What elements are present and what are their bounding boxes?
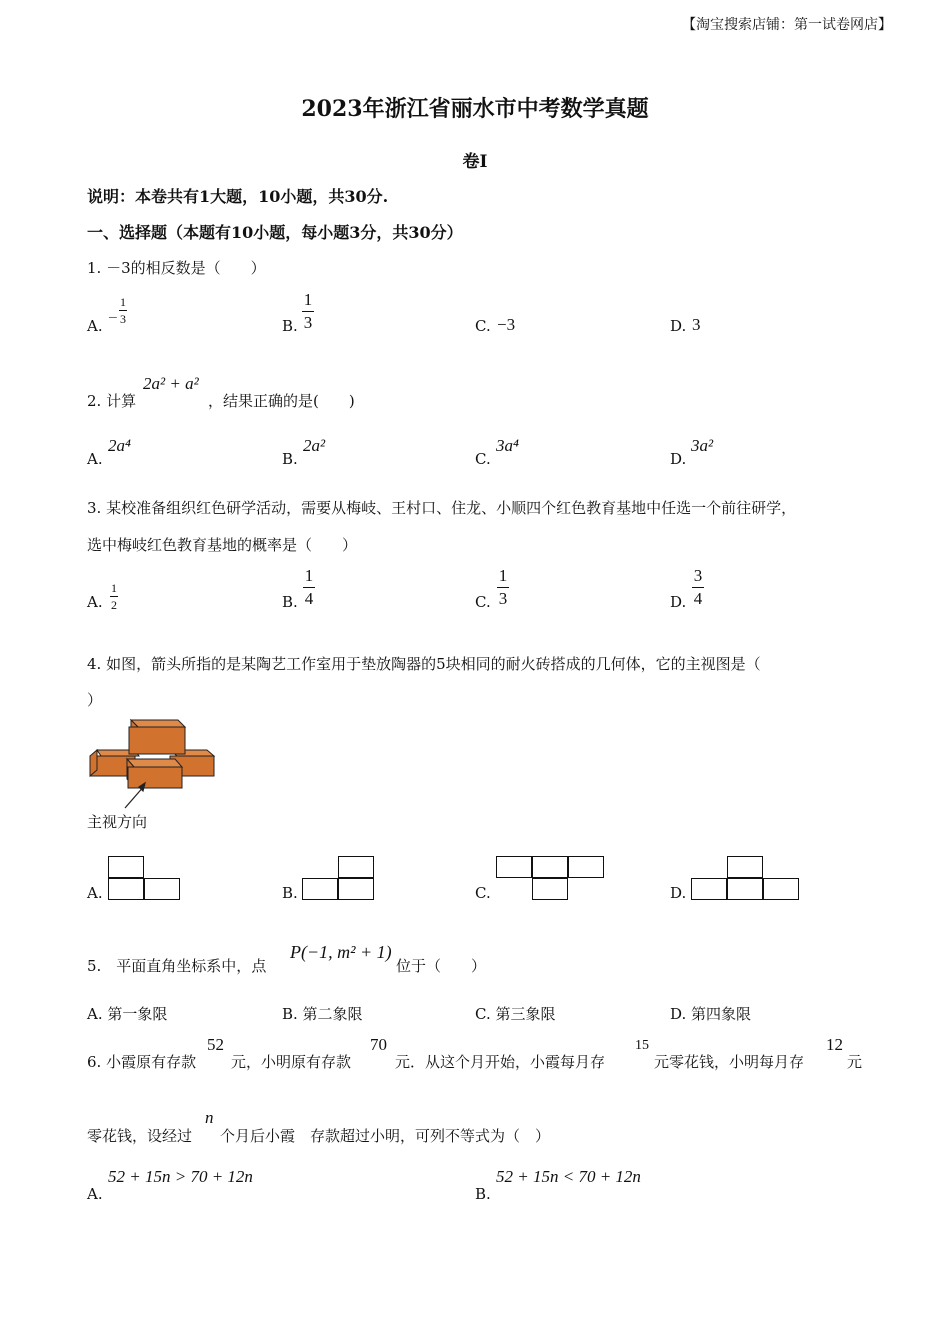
q4-stem-line1: 4. 如图，箭头所指的是某陶艺工作室用于垫放陶器的5块相同的耐火砖搭成的几何体，它的主视图是（ bbox=[87, 655, 761, 673]
q3-b-numerator: 1 bbox=[304, 566, 314, 585]
q3-d-denominator: 4 bbox=[693, 589, 703, 608]
q6-text-1: 6. 小霞原有存款 bbox=[87, 1053, 197, 1071]
q5-option-a: A. 第一象限 bbox=[87, 1005, 168, 1023]
q3-c-numerator: 1 bbox=[498, 566, 508, 585]
q3-option-a-label: A. bbox=[87, 593, 103, 611]
q5-stem-suffix: 位于（ ） bbox=[396, 957, 487, 975]
q3-c-denominator: 3 bbox=[498, 589, 508, 608]
q6-option-b-expression: 52 + 15n < 70 + 12n bbox=[496, 1167, 641, 1186]
q6-text-3: 元．从这个月开始，小霞每月存 bbox=[395, 1053, 606, 1071]
q3-option-a-fraction bbox=[110, 582, 118, 611]
q6-line2-a: 零花钱，设经过 bbox=[87, 1127, 193, 1145]
q1-option-b-label: B. bbox=[282, 317, 298, 335]
q4-caption: 主视方向 bbox=[87, 813, 148, 831]
q2-option-b-label: B. bbox=[282, 450, 298, 468]
instructions: 说明：本卷共有1大题，10小题，共30分. bbox=[87, 187, 389, 206]
brick-front bbox=[127, 759, 182, 788]
q3-d-numerator: 3 bbox=[693, 566, 703, 585]
q3-option-b-fraction bbox=[303, 567, 315, 608]
q4-option-d-label: D. bbox=[670, 884, 687, 902]
q3-option-d-fraction bbox=[692, 567, 704, 608]
q4-option-a-label: A. bbox=[87, 884, 103, 902]
q5-option-c: C. 第三象限 bbox=[475, 1005, 556, 1023]
section-title: 一、选择题（本题有10小题，每小题3分，共30分） bbox=[87, 223, 463, 242]
q5-option-b: B. 第二象限 bbox=[282, 1005, 363, 1023]
q3-option-c-fraction bbox=[497, 567, 509, 608]
q2-option-c-value: 3a⁴ bbox=[496, 436, 519, 455]
q4-stem-line2: ） bbox=[87, 691, 103, 709]
page-title: 2023年浙江省丽水市中考数学真题 bbox=[301, 96, 649, 122]
q1-option-c-value: −3 bbox=[497, 315, 516, 334]
q2-option-b-value: 2a² bbox=[303, 436, 326, 455]
q1-option-d-value: 3 bbox=[692, 315, 701, 334]
q6-number-12: 12 bbox=[826, 1035, 843, 1054]
q4-option-c-label: C. bbox=[475, 884, 491, 902]
q3-option-d-label: D. bbox=[670, 593, 687, 611]
q5-option-d: D. 第四象限 bbox=[670, 1005, 752, 1023]
q3-b-denominator: 4 bbox=[304, 589, 314, 608]
q1-a-denominator: 3 bbox=[120, 312, 126, 326]
q3-a-numerator: 1 bbox=[111, 581, 117, 595]
q6-number-15: 15 bbox=[635, 1038, 649, 1053]
header-note: 【淘宝搜索店铺：第一试卷网店】 bbox=[682, 17, 892, 33]
q1-option-c-label: C. bbox=[475, 317, 491, 335]
q1-b-denominator: 3 bbox=[303, 313, 313, 332]
q3-option-b-label: B. bbox=[282, 593, 298, 611]
q2-expression: 2a² + a² bbox=[143, 374, 199, 393]
q2-option-d-value: 3a² bbox=[691, 436, 714, 455]
q6-option-a-expression: 52 + 15n > 70 + 12n bbox=[108, 1167, 253, 1186]
q3-stem-line2: 选中梅岐红色教育基地的概率是（ ） bbox=[87, 536, 358, 554]
q1-option-a-label: A. bbox=[87, 317, 103, 335]
q2-option-d-label: D. bbox=[670, 450, 687, 468]
q6-text-5: 元 bbox=[847, 1053, 863, 1071]
q2-option-a-label: A. bbox=[87, 450, 103, 468]
q2-stem-suffix: ，结果正确的是( ) bbox=[208, 392, 355, 410]
q1-option-b-fraction bbox=[302, 291, 314, 332]
q2-option-a-value: 2a⁴ bbox=[108, 436, 131, 455]
q6-number-52: 52 bbox=[207, 1035, 224, 1054]
q6-text-2: 元，小明原有存款 bbox=[231, 1053, 352, 1071]
q1-option-a-sign: − bbox=[108, 308, 118, 327]
q6-number-70: 70 bbox=[370, 1035, 387, 1054]
q3-option-c-label: C. bbox=[475, 593, 491, 611]
q6-line2-b: 个月后小霞 存款超过小明，可列不等式为（ ） bbox=[220, 1127, 551, 1145]
q6-option-a-label: A. bbox=[87, 1185, 103, 1203]
brick-figure bbox=[85, 715, 220, 810]
q4-option-b-label: B. bbox=[282, 884, 298, 902]
q6-variable-n: n bbox=[205, 1108, 214, 1127]
q6-option-b-label: B. bbox=[475, 1185, 491, 1203]
q2-stem-prefix: 2. 计算 bbox=[87, 392, 137, 410]
q3-a-denominator: 2 bbox=[111, 598, 117, 612]
q5-point: P(−1, m² + 1) bbox=[290, 942, 392, 962]
brick-top bbox=[129, 720, 185, 754]
q6-text-4: 元零花钱，小明每月存 bbox=[654, 1053, 805, 1071]
q1-b-numerator: 1 bbox=[303, 290, 313, 309]
q1-option-d-label: D. bbox=[670, 317, 687, 335]
q5-stem-prefix: 5. 平面直角坐标系中，点 bbox=[87, 957, 267, 975]
q1-stem: 1. －3的相反数是（ ） bbox=[87, 259, 266, 277]
q1-a-numerator: 1 bbox=[120, 295, 126, 309]
q1-option-a-fraction bbox=[119, 296, 127, 325]
q3-stem-line1: 3. 某校准备组织红色研学活动，需要从梅岐、王村口、住龙、小顺四个红色教育基地中任选一个前往研学， bbox=[87, 499, 797, 517]
q2-option-c-label: C. bbox=[475, 450, 491, 468]
volume-label: 卷Ⅰ bbox=[462, 152, 488, 172]
